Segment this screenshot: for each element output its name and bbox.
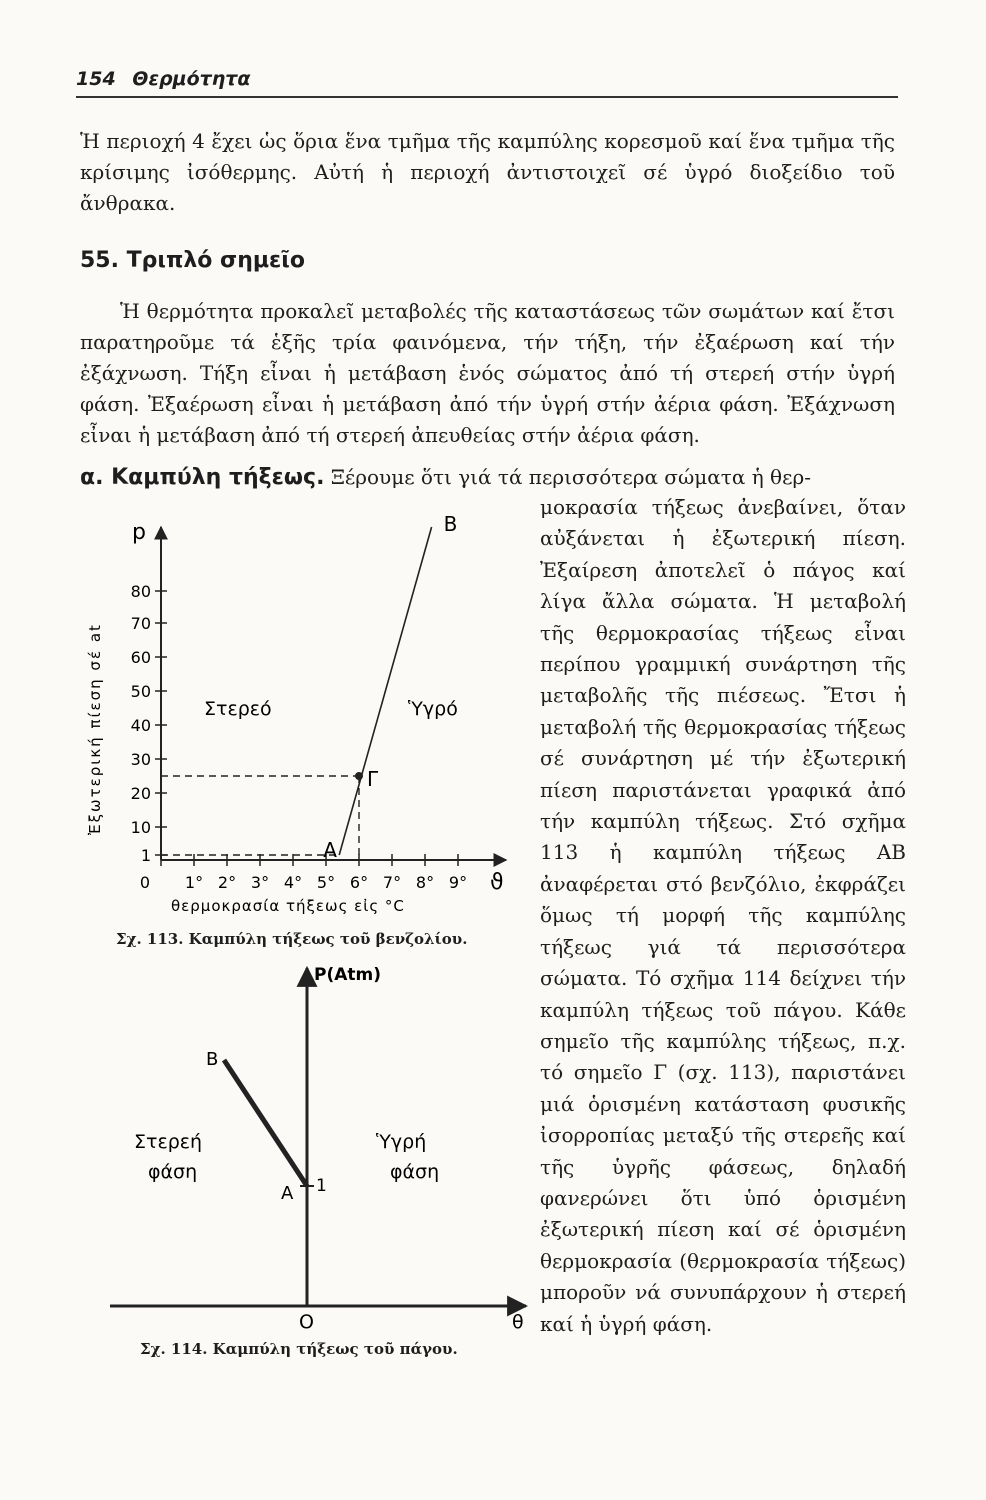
- fig113-y-symbol: p: [132, 520, 146, 545]
- fig113-xlabel: θερμοκρασία τήξεως εἰς °C: [171, 897, 405, 915]
- header-title: Θερμότητα: [132, 68, 251, 90]
- fig114-ylabel: P(Atm): [314, 965, 381, 985]
- fig113-x-tick-label: 9°: [448, 873, 468, 892]
- fig114-tick-label: 1: [316, 1176, 327, 1196]
- fig113-x-tick-label: 3°: [250, 873, 270, 892]
- fig113-point-A: Α: [323, 838, 337, 862]
- fig113-x-tick-label: 5°: [316, 873, 336, 892]
- fig113-ylabel: Ἐξωτερική πίεση σέ at: [86, 623, 104, 835]
- running-header: [76, 68, 251, 90]
- fig113-x-tick-label: 4°: [283, 873, 303, 892]
- fig113-x-tick-label: 2°: [217, 873, 237, 892]
- paragraph-2: Ἡ θερμότητα προκαλεῖ μεταβολές τῆς καταστάσεως τῶν σωμάτων καί ἔτσι παρατηροῦμε τά ἑξῆς τρία φαινόμενα, τήν τήξη, τήν ἐξαέρωση καί τήν ἐξάχνωση. Τήξη εἶναι ἡ μετάβαση ἑνός σώματος ἀπό τή στερεή στήν ὑγρή φάση. Ἐξαέρωση εἶναι ἡ μετάβαση ἀπό τήν ὑγρή στήν ἀέρια φάση. Ἐξάχνωση εἶναι ἡ μετάβαση ἀπό τή στερεή ἀπευθείας στήν ἀέρια φάση.: [80, 299, 895, 447]
- fig113-y-tick-label: 30: [130, 750, 151, 769]
- fig113-point-G-dot: [355, 772, 363, 780]
- fig113-y-tick-label: 70: [130, 614, 151, 633]
- fig114-point-B: Β: [206, 1049, 219, 1070]
- fig113-y-tick-label: 20: [130, 784, 151, 803]
- fig113-x-tick-label: 8°: [415, 873, 435, 892]
- fig114-region-solid: Στερεή φάση: [134, 1131, 203, 1183]
- fig113-x-tick-label: 6°: [349, 873, 369, 892]
- figure-114: [76, 950, 536, 1330]
- subsection-title: α. Καμπύλη τήξεως.: [80, 465, 325, 490]
- figure-113: [76, 505, 516, 915]
- figure-113-caption: Σχ. 113. Καμπύλη τήξεως τοῦ βενζολίου.: [116, 930, 468, 948]
- right-column-text: μοκρασία τήξεως ἀνεβαίνει, ὅταν αὐξάνεται ἡ ἐξωτερική πίεση. Ἐξαίρεση ἀποτελεῖ ὁ πάγος καί λίγα ἄλλα σώματα. Ἡ μεταβολή τῆς θερμοκρασίας τήξεως εἶναι περίπου γραμμική συνάρτηση τῆς μεταβολῆς τῆς πιέσεως. Ἔτσι ἡ μεταβολή τῆς θερμοκρασίας τήξεως σέ συνάρτηση μέ τήν ἐξωτερική πίεση παριστάνεται γραφικά ἀπό τήν καμπύλη τήξεως. Στό σχῆμα 113 ἡ καμπύλη τήξεως ΑΒ ἀναφέρεται στό βενζόλιο, ἐκφράζει ὅμως τή μορφή τῆς καμπύλης τήξεως γιά τά περισσότερα σώματα. Τό σχῆμα 114 δείχνει τήν καμπύλη τήξεως τοῦ πάγου. Κάθε σημεῖο τῆς καμπύλης τήξεως, π.χ. τό σημεῖο Γ (σχ. 113), παριστάνει μιά ὁρισμένη κατάσταση φυσικῆς ἰσορροπίας μεταξύ τῆς στερεῆς καί τῆς ὑγρῆς φάσεως, δηλαδή φανερώνει ὅτι ὑπό ὁρισμένη ἐξωτερική πίεση καί σέ ὁρισμένη θερμοκρασία (θερμοκρασία τήξεως) μποροῦν νά συνυπάρχουν ἡ στερεή καί ἡ ὑγρή φάση.: [540, 495, 906, 1336]
- fig113-y-tick-label: 10: [130, 818, 151, 837]
- section-title: 55. Τριπλό σημεῖο: [80, 248, 305, 273]
- fig113-region-solid: Στερεό: [204, 698, 272, 720]
- fig114-xlabel: θ: [512, 1311, 524, 1330]
- header-rule: [76, 96, 898, 98]
- fig114-point-A: Α: [281, 1183, 294, 1204]
- paragraph-1: Ἡ περιοχή 4 ἔχει ὡς ὅρια ἕνα τμῆμα τῆς καμπύλης κορεσμοῦ καί ἕνα τμῆμα τῆς κρίσιμης ἰσόθερμης. Αὐτή ἡ περιοχή ἀντιστοιχεῖ σέ ὑγρό διοξείδιο τοῦ ἄνθρακα.: [80, 129, 895, 215]
- fig114-region-liquid: Ὑγρή φάση: [376, 1131, 440, 1183]
- fig113-y-tick-label: 50: [130, 682, 151, 701]
- fig113-x-tick-label: 1°: [184, 873, 204, 892]
- fig113-x-tick-label: 0: [139, 873, 151, 892]
- fig114-melting-curve-AB: [224, 1060, 307, 1186]
- figure-114-caption: Σχ. 114. Καμπύλη τήξεως τοῦ πάγου.: [140, 1340, 458, 1358]
- fig113-y-tick-label: 1: [140, 846, 151, 865]
- subsection-line: [80, 462, 895, 493]
- fig113-y-tick-label: 40: [130, 716, 151, 735]
- subsection-lead: Ξέρουμε ὅτι γιά τά περισσότερα σώματα ἡ θερ-: [330, 465, 811, 489]
- page-number: 154: [76, 68, 116, 90]
- fig113-x-tick-label: 7°: [382, 873, 402, 892]
- fig113-x-symbol: ϑ: [490, 870, 504, 895]
- fig113-y-tick-label: 80: [130, 582, 151, 601]
- fig113-point-G: Γ: [367, 767, 379, 791]
- fig114-origin: Ο: [299, 1311, 314, 1330]
- fig113-melting-curve-AB: [339, 527, 431, 855]
- fig113-region-liquid: Ὑγρό: [408, 698, 458, 720]
- fig113-point-B: Β: [443, 512, 458, 536]
- fig113-y-tick-label: 60: [130, 648, 151, 667]
